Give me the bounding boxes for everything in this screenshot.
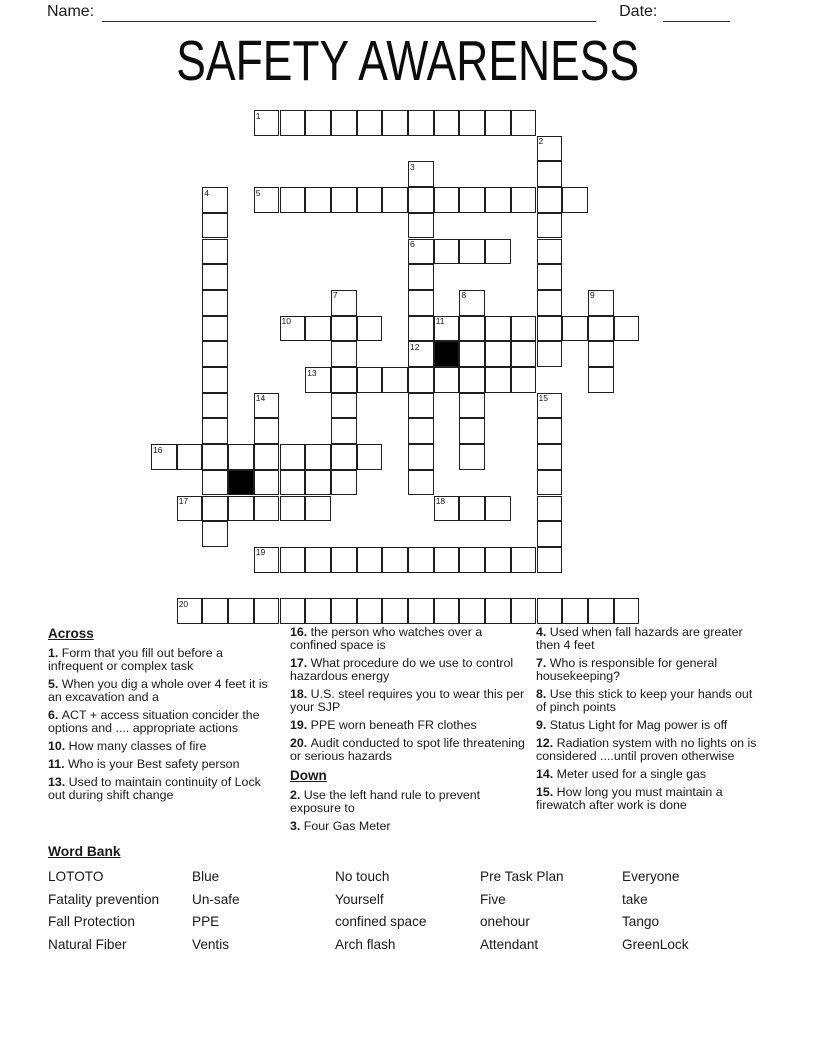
- grid-cell[interactable]: [228, 598, 254, 624]
- grid-cell[interactable]: [459, 598, 485, 624]
- grid-cell[interactable]: [280, 598, 306, 624]
- grid-cell[interactable]: [202, 418, 228, 444]
- grid-cell[interactable]: [434, 367, 460, 393]
- word-bank-item: Fatality prevention: [48, 891, 160, 907]
- cell-number: 14: [255, 393, 266, 404]
- cell-number: 15: [538, 393, 548, 404]
- grid-cell[interactable]: [280, 110, 306, 136]
- grid-cell[interactable]: [408, 341, 434, 367]
- name-date-row: [47, 2, 769, 22]
- grid-cell[interactable]: [331, 367, 357, 393]
- grid-cell[interactable]: [588, 598, 614, 624]
- clue-13: [48, 776, 280, 803]
- grid-cell[interactable]: [408, 418, 434, 444]
- grid-cell[interactable]: [485, 341, 511, 367]
- grid-cell[interactable]: [485, 239, 511, 265]
- grid-cell[interactable]: [357, 316, 383, 342]
- clue-12: [536, 737, 760, 764]
- clue-number: 14.: [536, 767, 557, 782]
- grid-cell[interactable]: [408, 470, 434, 496]
- cell-number: 17: [178, 496, 189, 506]
- grid-cell[interactable]: [434, 316, 460, 342]
- word-bank-item: Arch flash: [335, 936, 396, 952]
- grid-cell[interactable]: [408, 264, 434, 290]
- grid-cell[interactable]: [537, 496, 563, 522]
- word-bank-item: Everyone: [622, 869, 680, 884]
- grid-cell[interactable]: [562, 316, 588, 342]
- grid-cell[interactable]: [228, 444, 254, 470]
- clue-text: Status Light for Mag power is off: [549, 718, 728, 733]
- grid-cell[interactable]: [331, 418, 357, 444]
- word-bank-item: Pre Task Plan: [480, 869, 564, 884]
- date-label: Date:: [619, 3, 658, 20]
- grid-cell[interactable]: [202, 367, 228, 393]
- grid-cell[interactable]: [280, 444, 306, 470]
- word-bank-item: No touch: [335, 869, 390, 884]
- grid-cell[interactable]: [382, 598, 408, 624]
- grid-cell[interactable]: [588, 341, 614, 367]
- cell-number: 13: [307, 367, 317, 378]
- grid-cell[interactable]: [280, 496, 306, 522]
- clue-text: Radiation system with no lights on is considered ....until proven otherwise: [536, 736, 757, 764]
- word-bank-item: Tango: [622, 914, 660, 930]
- page-title: SAFETY AWARENESS: [176, 29, 640, 93]
- grid-cell[interactable]: [357, 110, 383, 136]
- clue-number: 1.: [48, 646, 62, 660]
- grid-cell[interactable]: [305, 547, 331, 573]
- grid-cell[interactable]: [511, 598, 537, 624]
- grid-cell[interactable]: [408, 239, 434, 265]
- clue-text: What procedure do we use to control hazardous energy: [290, 656, 514, 684]
- grid-cell[interactable]: [459, 187, 485, 213]
- clue-number: 4.: [536, 625, 550, 639]
- word-bank-item: GreenLock: [622, 936, 689, 952]
- grid-cell[interactable]: [357, 547, 383, 573]
- clue-text: ACT + access situation concider the options and .... appropriate actions: [48, 708, 260, 736]
- word-bank-item: confined space: [335, 914, 427, 930]
- grid-cell[interactable]: [459, 496, 485, 522]
- clues-column-2: [290, 626, 536, 838]
- grid-cell[interactable]: [305, 496, 331, 522]
- clue-text: How many classes of fire: [68, 739, 207, 754]
- clue-15: [536, 786, 760, 813]
- clue-number: 20.: [290, 736, 311, 751]
- grid-cell[interactable]: [434, 547, 460, 573]
- grid-cell[interactable]: [537, 547, 563, 573]
- grid-cell[interactable]: [537, 393, 563, 419]
- grid-cell[interactable]: [254, 110, 280, 136]
- black-cell: [228, 470, 254, 496]
- grid-cell[interactable]: [254, 496, 280, 522]
- clue-18: [290, 688, 526, 715]
- grid-cell[interactable]: [177, 598, 203, 624]
- clue-text: Use the left hand rule to prevent exposure to: [290, 788, 481, 816]
- grid-cell[interactable]: [202, 213, 228, 239]
- grid-cell[interactable]: [254, 470, 280, 496]
- grid-cell[interactable]: [408, 316, 434, 342]
- cell-number: 3: [410, 161, 415, 172]
- word-bank-item: Blue: [192, 869, 220, 884]
- clue-10: [48, 740, 280, 753]
- grid-cell[interactable]: [254, 547, 280, 573]
- grid-cell[interactable]: [202, 290, 228, 316]
- clue-number: 8.: [536, 687, 550, 702]
- clue-number: 16.: [290, 625, 311, 639]
- word-bank-heading: Word Bank: [48, 844, 121, 859]
- cell-number: 8: [461, 290, 467, 301]
- clue-number: 9.: [536, 718, 550, 733]
- cell-number: 5: [255, 187, 261, 198]
- grid-cell[interactable]: [254, 187, 280, 213]
- grid-cell[interactable]: [305, 470, 331, 496]
- word-bank-section: [48, 844, 770, 958]
- cell-number: 16: [153, 444, 163, 455]
- grid-cell[interactable]: [485, 110, 511, 136]
- grid-cell[interactable]: [202, 264, 228, 290]
- grid-cell[interactable]: [331, 598, 357, 624]
- clue-9: [536, 719, 760, 732]
- grid-cell[interactable]: [408, 161, 434, 187]
- grid-cell[interactable]: [280, 547, 306, 573]
- clue-text: Meter used for a single gas: [556, 767, 707, 782]
- grid-cell[interactable]: [331, 393, 357, 419]
- grid-cell[interactable]: [459, 239, 485, 265]
- cell-number: 11: [435, 316, 445, 327]
- grid-cell[interactable]: [305, 316, 331, 342]
- grid-cell[interactable]: [511, 316, 537, 342]
- grid-cell[interactable]: [331, 187, 357, 213]
- clue-20: [290, 737, 526, 764]
- clue-7: [536, 657, 760, 684]
- grid-cell[interactable]: [382, 547, 408, 573]
- word-bank-item: Fall Protection: [48, 914, 135, 930]
- grid-cell[interactable]: [331, 110, 357, 136]
- grid-cell[interactable]: [537, 239, 563, 265]
- grid-cell[interactable]: [202, 393, 228, 419]
- clue-number: 6.: [48, 708, 62, 723]
- clues-column-3: [536, 626, 770, 838]
- grid-cell[interactable]: [408, 547, 434, 573]
- name-fill-line[interactable]: [102, 5, 596, 22]
- word-bank-item: Natural Fiber: [48, 936, 127, 952]
- grid-cell[interactable]: [485, 496, 511, 522]
- title-wrap: [0, 29, 816, 93]
- grid-cell[interactable]: [331, 316, 357, 342]
- grid-cell[interactable]: [202, 316, 228, 342]
- grid-cell[interactable]: [408, 393, 434, 419]
- grid-cell[interactable]: [305, 598, 331, 624]
- grid-cell[interactable]: [408, 290, 434, 316]
- clue-number: 11.: [48, 757, 68, 772]
- grid-cell[interactable]: [280, 470, 306, 496]
- cell-number: 10: [281, 316, 291, 327]
- grid-cell[interactable]: [459, 418, 485, 444]
- cell-number: 2: [538, 136, 544, 147]
- clue-text: U.S. steel requires you to wear this per your SJP: [290, 687, 525, 715]
- grid-cell[interactable]: [331, 290, 357, 316]
- grid-cell[interactable]: [434, 239, 460, 265]
- grid-cell[interactable]: [408, 444, 434, 470]
- clue-text: Four Gas Meter: [303, 819, 391, 834]
- clue-17: [290, 657, 526, 684]
- clue-number: 7.: [536, 656, 550, 671]
- name-label: Name:: [47, 3, 95, 20]
- grid-cell[interactable]: [537, 444, 563, 470]
- grid-cell[interactable]: [434, 187, 460, 213]
- grid-cell[interactable]: [537, 316, 563, 342]
- grid-cell[interactable]: [331, 547, 357, 573]
- grid-cell[interactable]: [357, 598, 383, 624]
- clue-text: Used when fall hazards are greater then 4 feet: [536, 625, 743, 653]
- word-bank-item: onehour: [480, 914, 530, 930]
- grid-cell[interactable]: [485, 598, 511, 624]
- clues-column-1: [48, 626, 290, 838]
- grid-cell[interactable]: [537, 187, 563, 213]
- clue-number: 3.: [290, 819, 304, 834]
- grid-cell[interactable]: [459, 316, 485, 342]
- grid-cell[interactable]: [485, 367, 511, 393]
- grid-cell[interactable]: [537, 213, 563, 239]
- grid-cell[interactable]: [202, 341, 228, 367]
- grid-cell[interactable]: [202, 239, 228, 265]
- grid-cell[interactable]: [537, 598, 563, 624]
- clue-number: 15.: [536, 784, 557, 799]
- word-bank-item: Un-safe: [192, 891, 240, 907]
- clue-number: 10.: [48, 739, 69, 754]
- cell-number: 18: [435, 496, 446, 506]
- clue-text: Form that you fill out before a infrequent or complex task: [48, 646, 223, 674]
- clue-number: 13.: [48, 774, 69, 789]
- grid-cell[interactable]: [537, 161, 563, 187]
- grid-cell[interactable]: [202, 444, 228, 470]
- word-bank-item: Yourself: [335, 891, 384, 907]
- clue-number: 12.: [536, 736, 557, 751]
- clue-4: [536, 626, 760, 653]
- grid-cell[interactable]: [177, 496, 203, 522]
- clue-text: Use this stick to keep your hands out of pinch points: [536, 687, 753, 715]
- cell-number: 1: [255, 110, 261, 121]
- grid-cell[interactable]: [459, 547, 485, 573]
- grid-cell[interactable]: [408, 598, 434, 624]
- clue-16: [290, 626, 526, 653]
- clues-heading-down: Down: [290, 768, 327, 784]
- clue-text: Who is your Best safety person: [67, 757, 240, 772]
- grid-cell[interactable]: [202, 496, 228, 522]
- grid-cell[interactable]: [434, 598, 460, 624]
- grid-cell[interactable]: [614, 598, 640, 624]
- grid-cell[interactable]: [305, 367, 331, 393]
- grid-cell[interactable]: [562, 598, 588, 624]
- grid-cell[interactable]: [151, 444, 177, 470]
- grid-cell[interactable]: [511, 367, 537, 393]
- grid-cell[interactable]: [511, 341, 537, 367]
- clue-number: 18.: [290, 687, 311, 702]
- cell-number: 4: [204, 187, 210, 198]
- clue-number: 19.: [290, 718, 311, 733]
- grid-cell[interactable]: [485, 547, 511, 573]
- clue-number: 17.: [290, 656, 311, 671]
- grid-cell[interactable]: [459, 444, 485, 470]
- grid-cell[interactable]: [511, 187, 537, 213]
- clue-text: How long you must maintain a firewatch after work is done: [536, 784, 723, 813]
- cell-number: 7: [332, 290, 338, 301]
- grid-cell[interactable]: [254, 598, 280, 624]
- grid-cell[interactable]: [562, 187, 588, 213]
- clue-11: [48, 758, 280, 771]
- clue-text: When you dig a whole over 4 feet it is an excavation and a: [48, 677, 268, 705]
- date-fill-line[interactable]: [663, 5, 730, 22]
- grid-cell[interactable]: [177, 444, 203, 470]
- grid-cell[interactable]: [357, 367, 383, 393]
- grid-cell[interactable]: [408, 367, 434, 393]
- clue-1: [48, 647, 280, 674]
- grid-cell[interactable]: [434, 496, 460, 522]
- word-bank-item: Attendant: [480, 936, 539, 952]
- word-bank-item: Ventis: [192, 936, 230, 952]
- grid-cell[interactable]: [280, 316, 306, 342]
- clue-19: [290, 719, 526, 732]
- cell-number: 20: [178, 598, 189, 609]
- grid-cell[interactable]: [537, 418, 563, 444]
- grid-cell[interactable]: [228, 496, 254, 522]
- grid-cell[interactable]: [511, 547, 537, 573]
- grid-cell[interactable]: [459, 110, 485, 136]
- clue-3: [290, 820, 526, 833]
- grid-cell[interactable]: [202, 598, 228, 624]
- clue-text: the person who watches over a confined space is: [290, 625, 483, 653]
- grid-cell[interactable]: [408, 110, 434, 136]
- grid-cell[interactable]: [537, 136, 563, 162]
- grid-cell[interactable]: [305, 110, 331, 136]
- grid-cell[interactable]: [254, 393, 280, 419]
- grid-cell[interactable]: [202, 187, 228, 213]
- word-bank-item: take: [622, 891, 648, 907]
- grid-cell[interactable]: [485, 316, 511, 342]
- grid-cell[interactable]: [254, 444, 280, 470]
- grid-cell[interactable]: [408, 213, 434, 239]
- grid-cell[interactable]: [459, 367, 485, 393]
- grid-cell[interactable]: [254, 418, 280, 444]
- grid-cell[interactable]: [537, 264, 563, 290]
- grid-cell[interactable]: [537, 470, 563, 496]
- cell-number: 19: [255, 547, 266, 558]
- grid-cell[interactable]: [511, 110, 537, 136]
- grid-cell[interactable]: [459, 290, 485, 316]
- clues-section: [48, 626, 770, 838]
- grid-cell[interactable]: [459, 393, 485, 419]
- cell-number: 6: [410, 239, 415, 249]
- grid-cell[interactable]: [357, 444, 383, 470]
- grid-cell[interactable]: [459, 341, 485, 367]
- clue-text: Used to maintain continuity of Lock out during shift change: [48, 774, 261, 803]
- grid-cell[interactable]: [382, 367, 408, 393]
- grid-cell[interactable]: [588, 316, 614, 342]
- grid-cell[interactable]: [382, 187, 408, 213]
- clue-14: [536, 768, 760, 781]
- grid-cell[interactable]: [202, 470, 228, 496]
- word-bank-item: PPE: [192, 914, 220, 930]
- clue-5: [48, 678, 280, 705]
- grid-cell[interactable]: [537, 521, 563, 547]
- grid-cell[interactable]: [408, 187, 434, 213]
- clues-heading-across: Across: [48, 626, 94, 641]
- grid-cell[interactable]: [537, 290, 563, 316]
- black-cell: [434, 341, 460, 367]
- word-bank-item: Five: [480, 891, 506, 907]
- word-bank-grid: [48, 868, 770, 958]
- grid-cell[interactable]: [588, 290, 614, 316]
- grid-cell[interactable]: [280, 187, 306, 213]
- grid-cell[interactable]: [588, 367, 614, 393]
- clue-number: 5.: [48, 677, 62, 692]
- grid-cell[interactable]: [357, 187, 383, 213]
- cell-number: 9: [589, 290, 595, 301]
- grid-cell[interactable]: [485, 187, 511, 213]
- grid-cell[interactable]: [331, 444, 357, 470]
- grid-cell[interactable]: [202, 521, 228, 547]
- grid-cell[interactable]: [537, 341, 563, 367]
- clue-text: Who is responsible for general housekeeping?: [536, 656, 718, 684]
- clue-6: [48, 709, 280, 736]
- clue-text: Audit conducted to spot life threatening or serious hazards: [290, 736, 525, 764]
- clue-number: 2.: [290, 788, 304, 803]
- grid-cell[interactable]: [614, 316, 640, 342]
- grid-cell[interactable]: [434, 110, 460, 136]
- grid-cell[interactable]: [382, 110, 408, 136]
- grid-cell[interactable]: [331, 470, 357, 496]
- grid-cell[interactable]: [305, 187, 331, 213]
- clue-8: [536, 688, 760, 715]
- crossword-grid: [151, 110, 640, 625]
- clue-2: [290, 789, 526, 816]
- clue-text: PPE worn beneath FR clothes: [310, 718, 477, 733]
- cell-number: 12: [410, 341, 420, 352]
- grid-cell[interactable]: [305, 444, 331, 470]
- grid-cell[interactable]: [331, 341, 357, 367]
- word-bank-item: LOTOTO: [48, 869, 104, 884]
